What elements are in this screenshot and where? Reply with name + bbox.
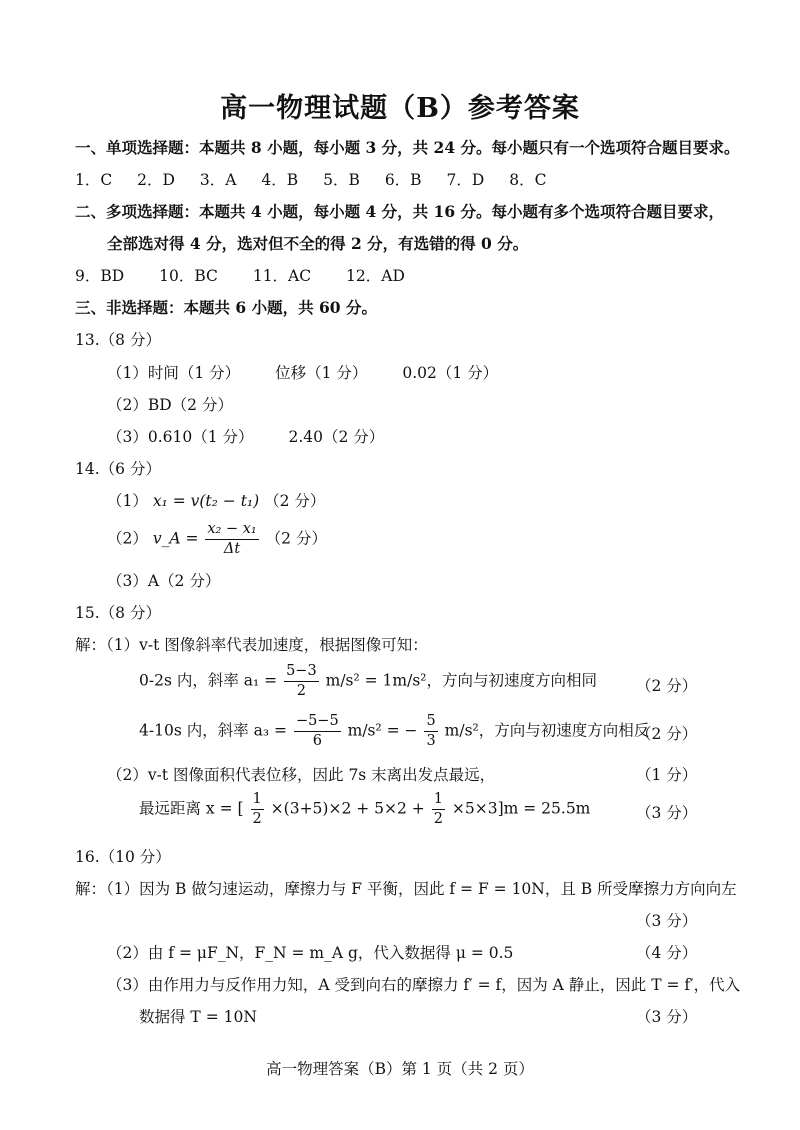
q15-line3-fraction1	[251, 790, 264, 829]
q15-part2-score: （1 分）	[636, 766, 698, 784]
q16-part3-line2: 数据得 T = 10N	[139, 1008, 257, 1026]
answer-7: 7．D	[446, 171, 485, 189]
answer-9: 9．BD	[75, 267, 125, 285]
q15-line2	[139, 712, 649, 751]
q13-header: 13.（8 分）	[75, 331, 161, 349]
answer-12: 12．AD	[346, 267, 405, 285]
q15-line2-numerator2: 5	[424, 712, 437, 732]
q13-part2: （2）BD（2 分）	[107, 396, 233, 414]
q16-part1: 解：（1）因为 B 做匀速运动，摩擦力与 F 平衡，因此 f = F = 10N，且 B 所受摩擦力方向向左	[75, 880, 737, 898]
q15-header: 15.（8 分）	[75, 604, 161, 622]
q15-line3-denominator2: 2	[433, 811, 443, 827]
q14-part2-lhs: v_A =	[152, 529, 199, 548]
q14-part1-score: （2 分）	[264, 492, 326, 510]
q16-part1-score: （3 分）	[636, 912, 698, 930]
q14-part1-formula: x₁ = v(t₂ − t₁)	[152, 492, 260, 510]
answer-11: 11．AC	[252, 267, 312, 285]
q15-line3-numerator2: 1	[432, 790, 445, 810]
q13-part1-displacement: 位移（1 分）	[275, 364, 368, 382]
section2-heading-line1: 二、多项选择题：本题共 4 小题，每小题 4 分，共 16 分。每小题有多个选项符合题目要求，	[75, 202, 725, 221]
page-footer: 高一物理答案（B）第 1 页（共 2 页）	[266, 1060, 534, 1078]
q16-part3-line1: （3）由作用力与反作用力知，A 受到向右的摩擦力 f′ = f，因为 A 静止，因此 T = f′，代入	[107, 976, 741, 994]
q16-header: 16.（10 分）	[75, 848, 171, 866]
q15-line2-score: （2 分）	[636, 725, 698, 743]
answer-5: 5．B	[323, 171, 360, 189]
q15-line3-pre: 最远距离 x = [	[139, 799, 244, 818]
answer-6: 6．B	[384, 171, 422, 189]
q13-part1-time: （1）时间（1 分）	[107, 364, 241, 382]
q15-line3-numerator1: 1	[251, 790, 264, 810]
q14-part2-numerator: x₂ − x₁	[205, 520, 258, 540]
q13-part1-interval: 0.02（1 分）	[402, 364, 499, 382]
q15-line2-pre: 4-10s 内，斜率 a₃ =	[139, 721, 287, 740]
q13-part3	[107, 425, 384, 447]
q14-part3: （3）A（2 分）	[107, 572, 221, 590]
q15-line1-post: m/s² = 1m/s²，方向与初速度方向相同	[325, 671, 598, 690]
q15-line1-denominator: 2	[296, 683, 306, 699]
section1-answers	[75, 168, 546, 190]
section2-answers	[75, 264, 405, 286]
q15-line2-denominator: 6	[312, 733, 322, 749]
q15-line1-numerator: 5−3	[284, 662, 319, 682]
q14-part2-label: （2）	[107, 529, 148, 548]
answer-3: 3．A	[199, 171, 237, 189]
q14-part1-label: （1）	[107, 492, 148, 510]
q15-part2: （2）v-t 图像面积代表位移，因此 7s 末离出发点最远，	[107, 766, 496, 784]
q14-part2-denominator: Δt	[223, 541, 241, 557]
q15-line3-fraction2	[432, 790, 445, 829]
q15-line3-denominator1: 2	[252, 811, 262, 827]
q15-line2-numerator: −5−5	[294, 712, 341, 732]
q15-intro: 解：（1）v-t 图像斜率代表加速度，根据图像可知：	[75, 636, 428, 654]
q15-line2-fraction	[294, 712, 341, 751]
answer-2: 2．D	[137, 171, 175, 189]
q15-line2-denominator2: 3	[426, 733, 436, 749]
q15-line2-post: m/s²，方向与初速度方向相反	[444, 721, 650, 740]
q14-part2-score: （2 分）	[265, 529, 327, 548]
q15-line1-fraction	[284, 662, 319, 701]
q16-part2-score: （4 分）	[636, 944, 698, 962]
q15-line1-pre: 0-2s 内，斜率 a₁ =	[139, 671, 278, 690]
page-title: 高一物理试题（B）参考答案	[220, 93, 580, 124]
answer-1: 1．C	[75, 171, 113, 189]
q14-part2-fraction	[205, 520, 258, 559]
q15-line3-score: （3 分）	[636, 804, 698, 822]
q13-part3-a: （3）0.610（1 分）	[107, 428, 254, 446]
q15-line1-score: （2 分）	[636, 677, 698, 695]
q16-part2: （2）由 f = μF_N，F_N = m_A g，代入数据得 μ = 0.5	[107, 944, 514, 962]
answer-4: 4．B	[261, 171, 299, 189]
q14-header: 14.（6 分）	[75, 460, 161, 478]
q15-line3-mid: ×(3+5)×2 + 5×2 +	[270, 799, 425, 818]
q15-line3-post: ×5×3]m = 25.5m	[451, 799, 591, 818]
section1-heading: 一、单项选择题：本题共 8 小题，每小题 3 分，共 24 分。每小题只有一个选项符合题目要求。	[75, 138, 740, 157]
answer-10: 10．BC	[159, 267, 218, 285]
q13-part1	[107, 361, 498, 383]
q13-part3-b: 2.40（2 分）	[288, 428, 385, 446]
q15-line2-mid: m/s² = −	[347, 721, 418, 740]
q15-line3	[139, 790, 590, 829]
section2-heading-line2: 全部选对得 4 分，选对但不全的得 2 分，有选错的得 0 分。	[107, 234, 529, 253]
q15-line1	[139, 662, 597, 701]
section3-heading: 三、非选择题：本题共 6 小题，共 60 分。	[75, 298, 377, 317]
answer-8: 8．C	[509, 171, 547, 189]
q16-part3-score: （3 分）	[636, 1008, 698, 1026]
q14-part2	[107, 520, 327, 559]
q15-line2-fraction2	[424, 712, 437, 751]
q14-part1	[107, 489, 325, 511]
